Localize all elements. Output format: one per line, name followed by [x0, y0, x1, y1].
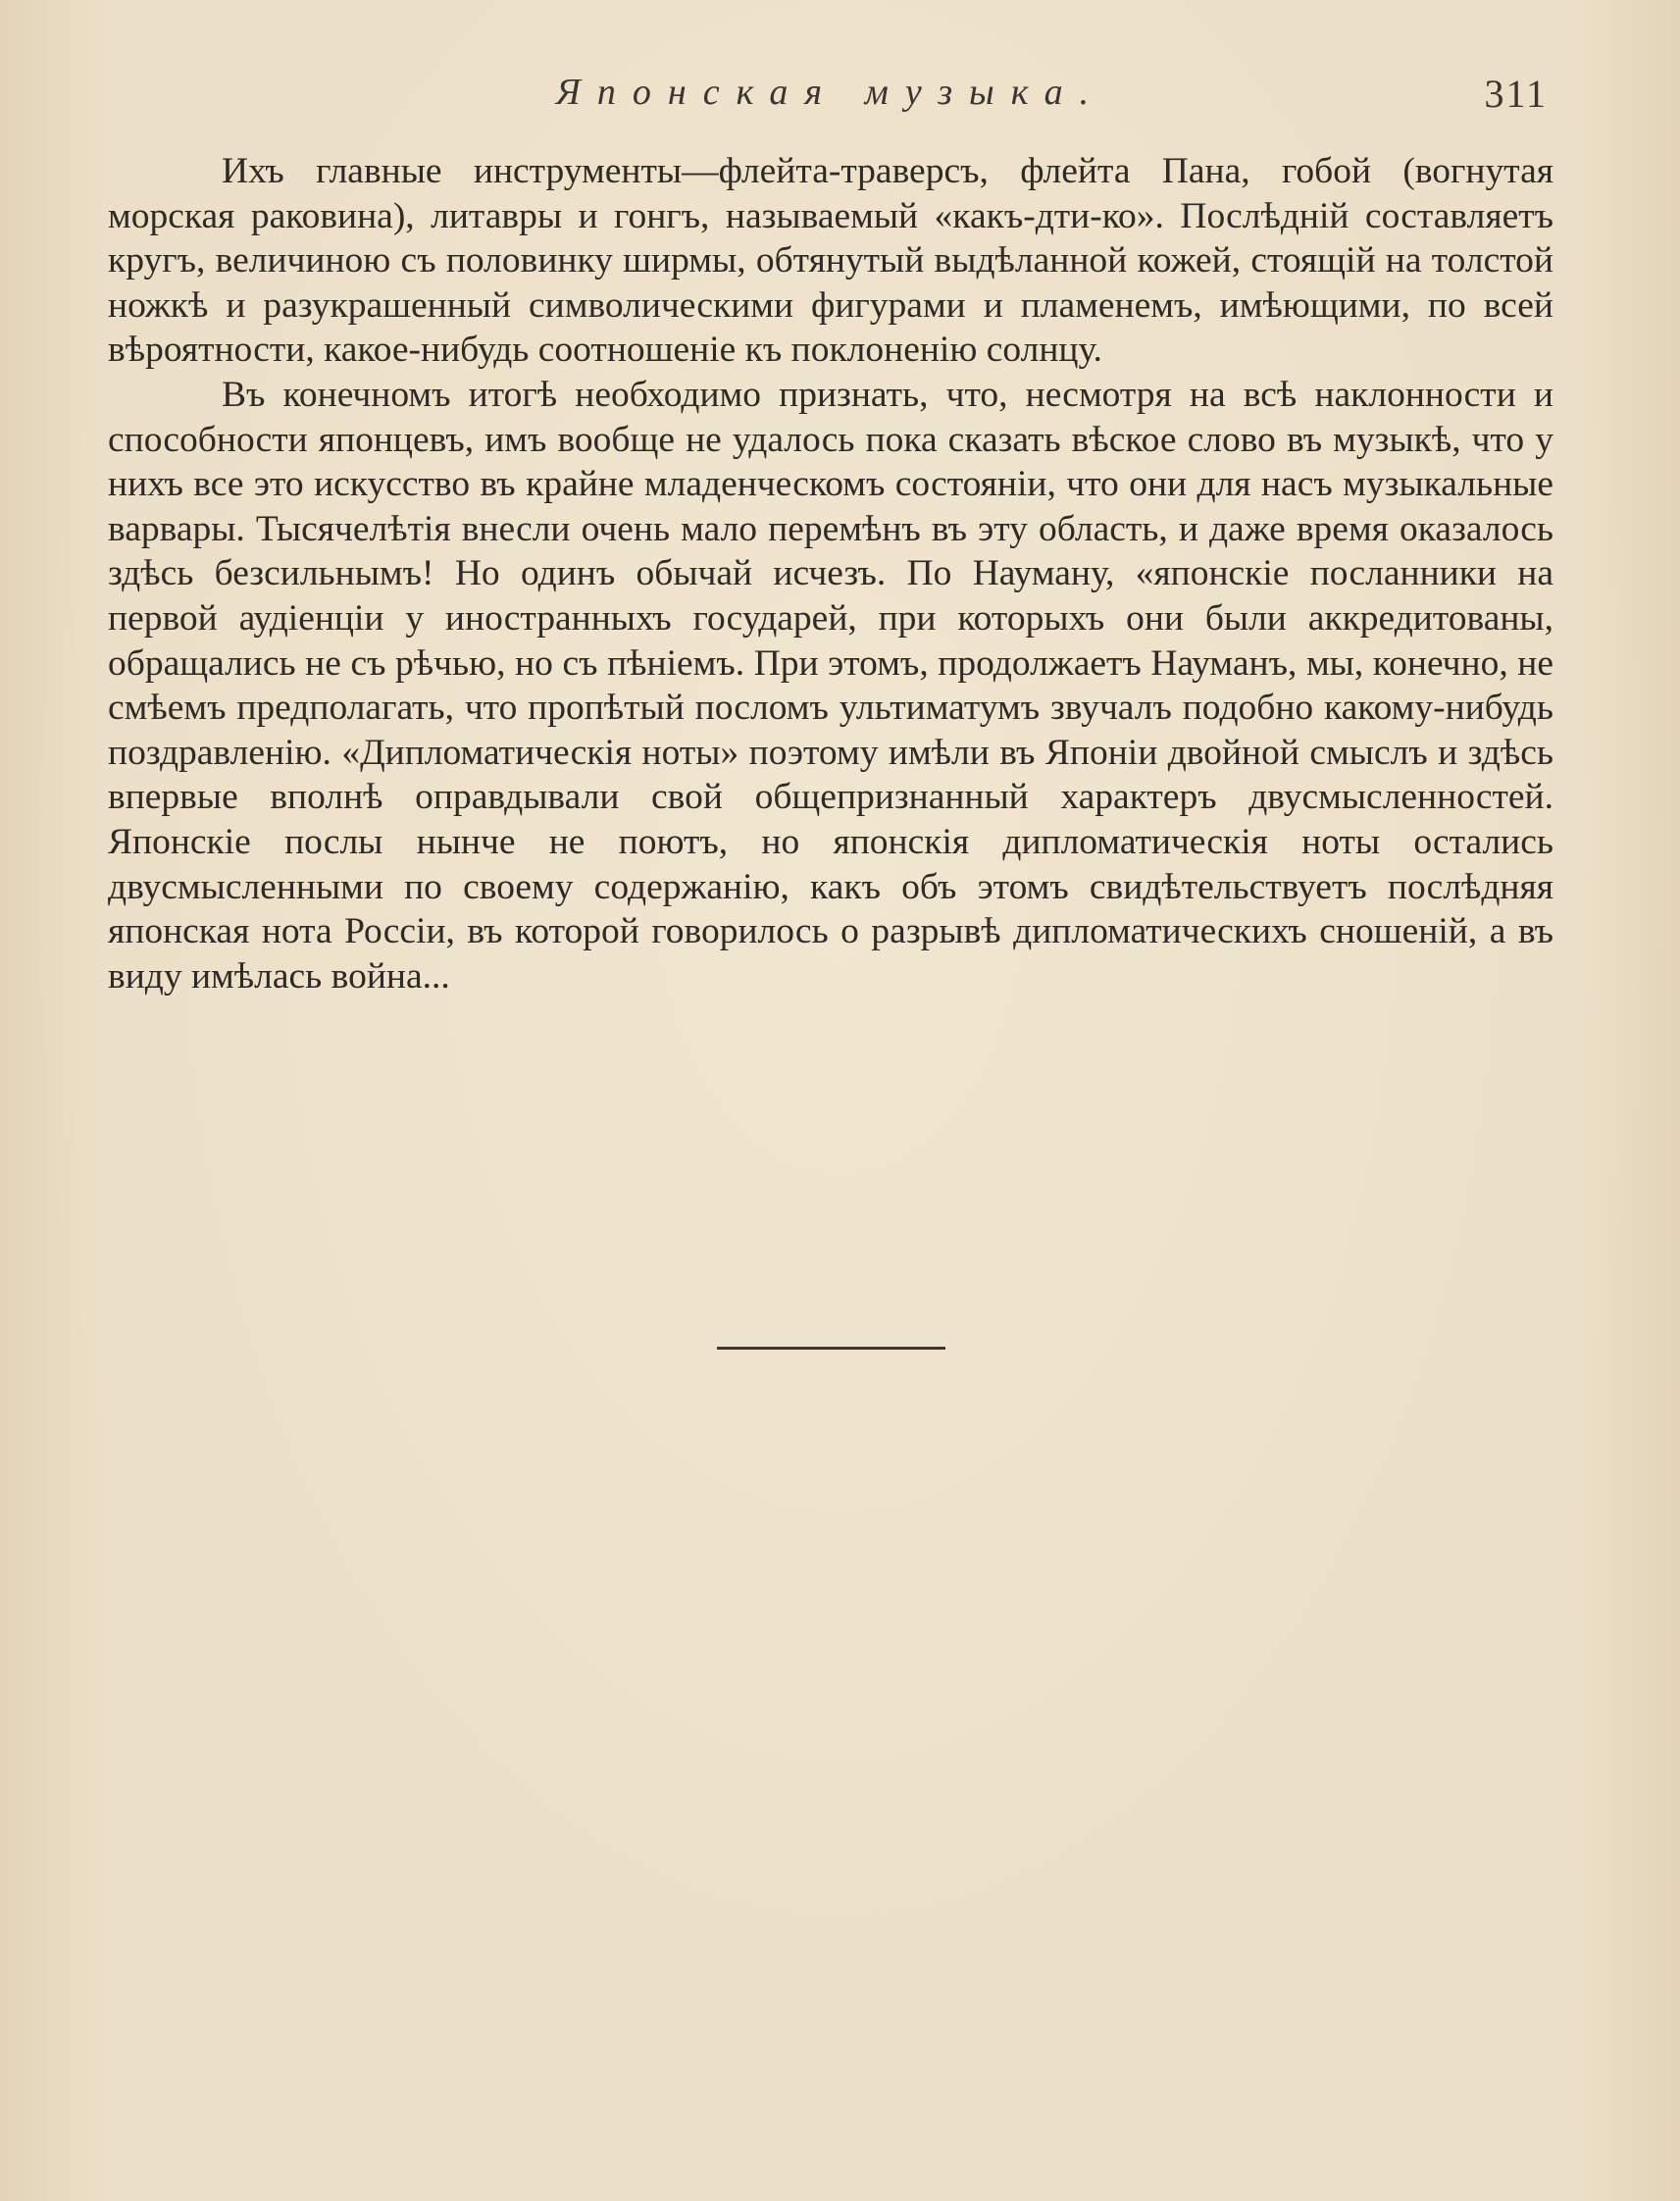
paragraph: Въ конечномъ итогѣ необходимо признать, что, несмотря на всѣ наклонности и способности японцевъ, имъ вообще не удалось пока сказать вѣское слово въ музыкѣ, что у нихъ все это искусство въ крайне младенческомъ состояніи, что они для насъ музыкальные варвары. Тысячелѣтія внесли очень мало перемѣнъ въ эту область, и даже время оказалось здѣсь безсильнымъ! Но одинъ обычай исчезъ. По Науману, «японскіе посланники на первой аудіенціи у иностранныхъ государей, при которыхъ они были аккредитованы, обращались не съ рѣчью, но съ пѣніемъ. При этомъ, продолжаетъ Науманъ, мы, конечно, не смѣемъ предполагать, что пропѣтый посломъ ультиматумъ звучалъ подобно какому-нибудь поздравленію. «Дипломатическія ноты» поэтому имѣли въ Японіи двойной смыслъ и здѣсь впервые вполнѣ оправдывали свой общепризнанный характеръ двусмысленностей. Японскіе послы нынче не поютъ, но японскія дипломатическія ноты остались двусмысленными по своему содержанію, какъ объ этомъ свидѣтельствуетъ послѣдняя японская нота Россіи, въ которой говорилось о разрывѣ дипломатическихъ сношеній, а въ виду имѣлась война... — [108, 374, 1553, 997]
body-text — [108, 149, 1553, 998]
running-title: Японская музыка. — [555, 72, 1106, 113]
section-end-rule — [717, 1347, 945, 1350]
page-number: 311 — [1484, 72, 1548, 116]
paragraph: Ихъ главные инструменты—флейта-траверсъ, флейта Пана, гобой (вогнутая морская раковина), литавры и гонгъ, называемый «какъ-дти-ко». Послѣдній составляетъ кругъ, величиною съ половинку ширмы, обтянутый выдѣланной кожей, стоящій на толстой ножкѣ и разукрашенный символическими фигурами и пламенемъ, имѣющими, по всей вѣроятности, какое-нибудь соотношеніе къ поклоненію солнцу. — [108, 151, 1553, 371]
running-head — [108, 71, 1553, 120]
